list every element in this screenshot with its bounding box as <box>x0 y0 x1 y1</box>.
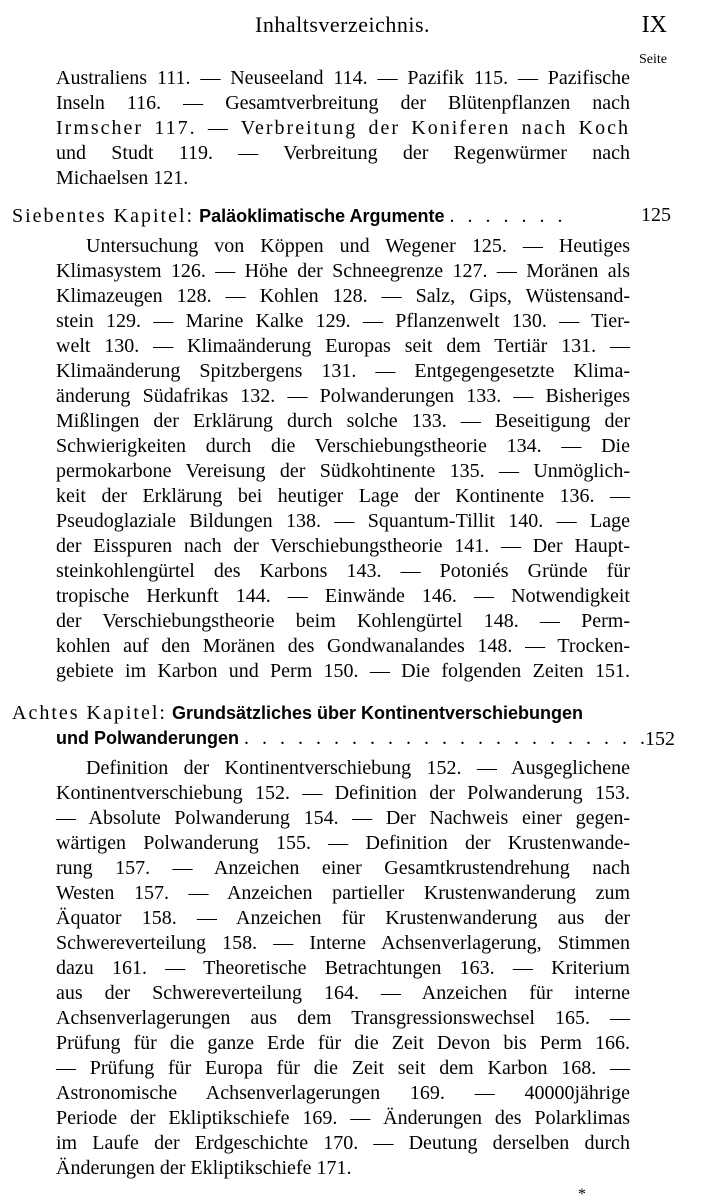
chapter8-line-8: Schwereverteilung 158. — Interne Achsenverlagerung, Stimmen <box>56 932 630 954</box>
chapter7-line-10: permokarbone Vereisung der Südkohtinente 135. — Unmöglich- <box>56 460 630 482</box>
chapter7-line-18: gebiete im Karbon und Perm 150. — Die folgenden Zeiten 151. <box>56 660 630 682</box>
chapter8-title-line-1: Grundsätzliches über Kontinentverschiebungen <box>171 703 584 723</box>
chapter8-line-7: Äquator 158. — Anzeichen für Krustenwanderung aus der <box>56 907 630 929</box>
chapter8-label: Achtes Kapitel: <box>12 702 167 724</box>
chapter8-line-13: — Prüfung für Europa für die Zeit seit dem Karbon 168. — <box>56 1057 630 1079</box>
chapter8-line-5: rung 157. — Anzeichen einer Gesamtkrustendrehung nach <box>56 857 630 879</box>
page-title: Inhaltsverzeichnis. <box>255 12 431 37</box>
chapter8-line-17: Änderungen der Ekliptikschiefe 171. <box>56 1157 352 1179</box>
chapter7-line-7: änderung Südafrikas 132. — Polwanderungen 133. — Bisheriges <box>56 385 630 407</box>
chapter7-line-9: Schwierigkeiten durch die Verschiebungstheorie 134. — Die <box>56 435 630 457</box>
chapter7-dots: . . . . . . . <box>449 205 567 227</box>
chapter8-heading-line-2 <box>56 726 649 751</box>
chapter7-line-8: Mißlingen der Erklärung durch solche 133. — Beseitigung der <box>56 410 630 432</box>
signature-mark: * <box>578 1186 586 1203</box>
chapter7-line-2: Klimasystem 126. — Höhe der Schneegrenze 127. — Moränen als <box>56 260 630 282</box>
chapter8-line-4: wärtigen Polwanderung 155. — Definition der Krustenwande- <box>56 832 630 854</box>
chapter7-line-12: Pseudoglaziale Bildungen 138. — Squantum-Tillit 140. — Lage <box>56 510 630 532</box>
chapter7-line-1: Untersuchung von Köppen und Wegener 125. — Heutiges <box>86 235 630 257</box>
chapter8-line-3: — Absolute Polwanderung 154. — Der Nachweis einer gegen- <box>56 807 630 829</box>
running-head <box>0 12 707 42</box>
page-column-label: Seite <box>639 52 667 67</box>
intro-line-3: Irmscher 117. — Verbreitung der Koniferen nach Koch <box>56 117 630 139</box>
chapter8-title-line-2: und Polwanderungen <box>56 728 239 748</box>
chapter8-dots: . . . . . . . . . . . . . . . . . . . . . . . <box>244 727 649 749</box>
chapter7-line-3: Klimazeugen 128. — Kohlen 128. — Salz, Gips, Wüstensand- <box>56 285 630 307</box>
chapter8-line-1: Definition der Kontinentverschiebung 152. — Ausgeglichene <box>86 757 630 779</box>
chapter8-line-2: Kontinentverschiebung 152. — Definition der Polwanderung 153. <box>56 782 630 804</box>
intro-line-1: Australiens 111. — Neuseeland 114. — Pazifik 115. — Pazifische <box>56 67 630 89</box>
chapter7-line-14: steinkohlengürtel des Karbons 143. — Potoniés Gründe für <box>56 560 630 582</box>
chapter8-heading-line-1 <box>12 701 583 726</box>
chapter7-line-4: stein 129. — Marine Kalke 129. — Pflanzenwelt 130. — Tier- <box>56 310 630 332</box>
chapter8-line-16: im Laufe der Erdgeschichte 170. — Deutung derselben durch <box>56 1132 630 1154</box>
chapter8-page: 152 <box>645 728 675 750</box>
chapter8-line-6: Westen 157. — Anzeichen partieller Krustenwanderung zum <box>56 882 630 904</box>
chapter7-page: 125 <box>641 204 671 226</box>
page-number: IX <box>641 12 667 38</box>
intro-line-4: und Studt 119. — Verbreitung der Regenwürmer nach <box>56 142 630 164</box>
chapter7-label: Siebentes Kapitel: <box>12 205 195 227</box>
chapter7-line-16: der Verschiebungstheorie beim Kohlengürtel 148. — Perm- <box>56 610 630 632</box>
chapter8-line-15: Periode der Ekliptikschiefe 169. — Änderungen des Polarklimas <box>56 1107 630 1129</box>
chapter7-title: Paläoklimatische Argumente <box>199 206 445 226</box>
chapter8-line-12: Prüfung für die ganze Erde für die Zeit Devon bis Perm 166. <box>56 1032 630 1054</box>
chapter8-line-14: Astronomische Achsenverlagerungen 169. — 40000jährige <box>56 1082 630 1104</box>
chapter8-line-9: dazu 161. — Theoretische Betrachtungen 163. — Kriterium <box>56 957 630 979</box>
chapter7-line-5: welt 130. — Klimaänderung Europas seit dem Tertiär 131. — <box>56 335 630 357</box>
intro-line-2: Inseln 116. — Gesamtverbreitung der Blütenpflanzen nach <box>56 92 630 114</box>
chapter7-line-11: keit der Erklärung bei heutiger Lage der Kontinente 136. — <box>56 485 630 507</box>
chapter8-line-10: aus der Schwereverteilung 164. — Anzeichen für interne <box>56 982 630 1004</box>
chapter7-line-17: kohlen auf den Moränen des Gondwanalandes 148. — Trocken- <box>56 635 630 657</box>
chapter7-line-15: tropische Herkunft 144. — Einwände 146. — Notwendigkeit <box>56 585 630 607</box>
chapter7-line-6: Klimaänderung Spitzbergens 131. — Entgegengesetzte Klima- <box>56 360 630 382</box>
chapter7-heading <box>12 204 567 229</box>
intro-line-5: Michaelsen 121. <box>56 167 189 189</box>
chapter8-line-11: Achsenverlagerungen aus dem Transgressionswechsel 165. — <box>56 1007 630 1029</box>
chapter7-line-13: der Eisspuren nach der Verschiebungstheorie 141. — Der Haupt- <box>56 535 630 557</box>
